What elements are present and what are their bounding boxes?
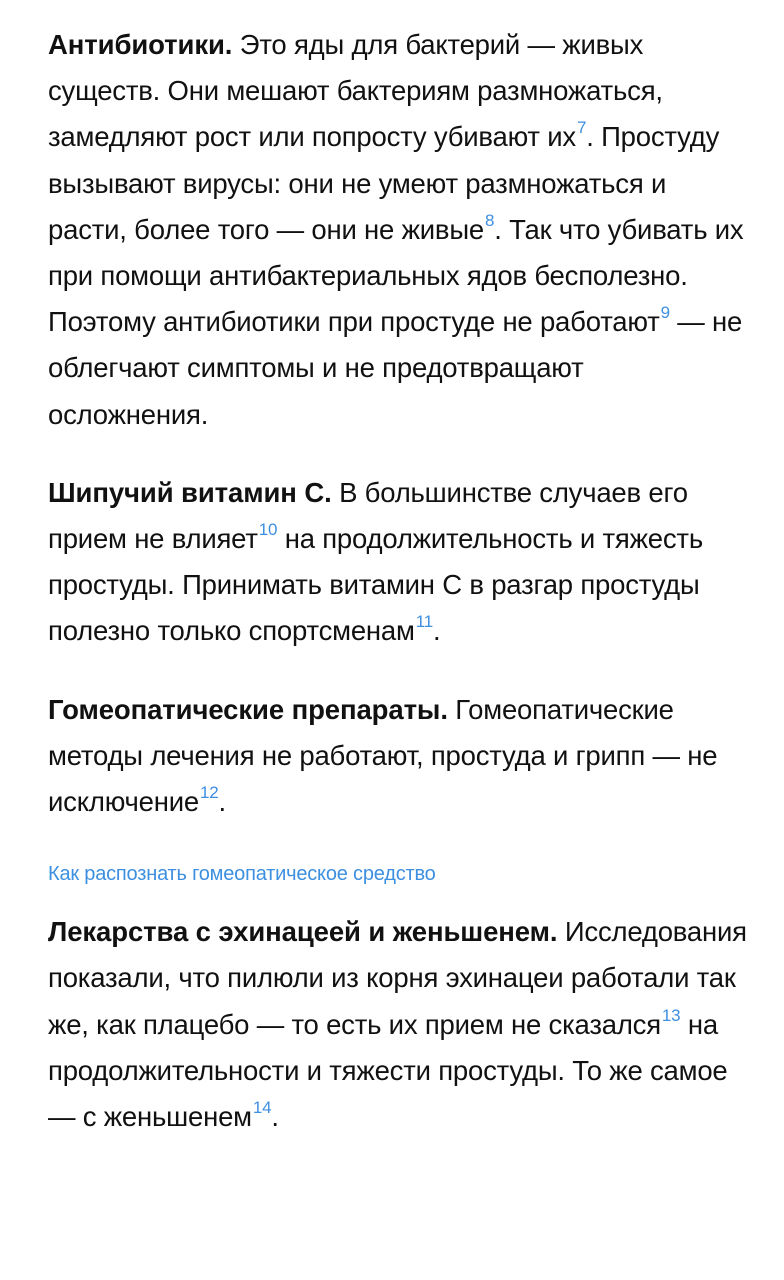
paragraph-text: Это яды для бактерий — живых существ. Они мешают бактериям размножаться, замедляют рост или попросту убивают их	[48, 29, 663, 153]
footnote-ref[interactable]	[416, 612, 433, 631]
paragraph-heading: Антибиотики.	[48, 29, 233, 60]
paragraph-text: . Так что убивать их при помощи антибактериальных ядов бесполезно. Поэтому антибиотики при простуде не работают	[48, 213, 744, 338]
footnote-ref[interactable]	[661, 303, 670, 322]
paragraph-text: . Простуду вызывают вирусы: они не умеют размножаться и расти, более того — они не живые	[48, 121, 720, 245]
paragraph-vitamin-c	[48, 470, 748, 655]
paragraph-text: — не облегчают симптомы и не предотвращают осложнения.	[48, 306, 743, 430]
paragraph-text: Исследования показали, что пилюли из корня эхинацеи работали так же, как плацебо — то есть их прием не сказался	[48, 916, 747, 1040]
footnote-link[interactable]: 14	[252, 1098, 272, 1118]
paragraph-text: на продолжительность и тяжесть простуды. Принимать витамин С в разгар простуды полезно только спортсменам	[48, 523, 703, 647]
footnote-link[interactable]: 11	[415, 612, 433, 632]
related-article-link[interactable]: Как распознать гомеопатическое средство	[48, 863, 436, 886]
footnote-link[interactable]: 13	[661, 1005, 681, 1025]
paragraph-text: на продолжительности и тяжести простуды. То же самое — с женьшенем	[48, 1008, 728, 1133]
paragraph-text: Гомеопатические методы лечения не работают, простуда и грипп — не исключение	[48, 693, 718, 818]
footnote-ref[interactable]	[253, 1098, 272, 1117]
footnote-link[interactable]: 8	[485, 210, 495, 230]
paragraph-echinacea-ginseng	[48, 909, 748, 1140]
paragraph-heading: Гомеопатические препараты.	[48, 693, 448, 725]
paragraph-antibiotics	[48, 22, 748, 438]
footnote-link[interactable]: 10	[258, 520, 278, 540]
paragraph-heading: Шипучий витамин С.	[48, 476, 332, 508]
article-body	[48, 22, 748, 1140]
paragraph-homeopathy	[48, 687, 748, 826]
paragraph-text: В большинстве случаев его прием не влияет	[48, 476, 688, 555]
footnote-link[interactable]: 9	[660, 303, 670, 323]
paragraph-text: .	[218, 786, 226, 818]
footnote-link[interactable]: 12	[199, 783, 219, 803]
footnote-link[interactable]: 7	[576, 118, 587, 138]
paragraph-text: .	[432, 615, 441, 647]
footnote-ref[interactable]	[577, 118, 586, 137]
footnote-ref[interactable]	[485, 211, 494, 230]
paragraph-text: .	[271, 1101, 279, 1133]
footnote-ref[interactable]	[662, 1006, 681, 1025]
paragraph-heading: Лекарства с эхинацеей и женьшенем.	[48, 916, 558, 948]
footnote-ref[interactable]	[259, 520, 278, 539]
footnote-ref[interactable]	[200, 783, 219, 802]
